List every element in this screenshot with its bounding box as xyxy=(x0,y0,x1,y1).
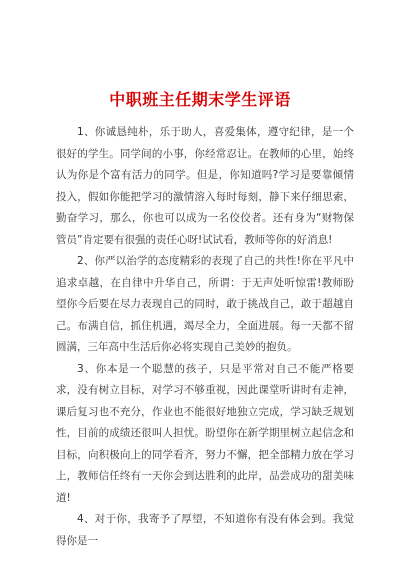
comment-paragraph-1: 1、你诚恳纯朴，乐于助人，喜爱集体，遵守纪律，是一个很好的学生。同学间的小事，你经常忍让。在教师的心里，始终认为你是个富有活力的同学。但是，你知道吗?学习是要靠倾情投入，假如你能把学习的激情溶入每时每刻，静下来仔细思索，勤奋学习，那么，你也可以成为一名佼佼者。还有身为“财物保管员”肯定要有很强的责任心呀!试试看，教师等你的好消息! xyxy=(56,126,354,246)
comment-paragraph-3: 3、你本是一个聪慧的孩子，只是平常对自己不能严格要求，没有树立目标，对学习不够重视，因此课堂听讲时有走神，课后复习也不充分，作业也不能很好地独立完成，学习缺乏规划性，目前的成绩还很叫人担忧。盼望你在新学期里树立起信念和目标，向积极向上的同学看齐，努力不懈，把全部精力放在学习上，教师信任终有一天你会到达胜利的此岸，品尝成功的甜美味道! xyxy=(56,362,354,504)
document-body xyxy=(56,122,354,552)
comment-paragraph-2: 2、你严以治学的态度精彩的表现了自己的共性!你在平凡中追求卓越，在自律中升华自己，所谓：于无声处听惊雷!教师盼望你今后要在尽力表现自己的同时，敢于挑战自己，敢于超越自己。布满自信，抓住机遇，竭尽全力，全面进展。每一天都不留圆满，三年高中生活后你必将实现自己美妙的抱负。 xyxy=(56,255,354,353)
comment-paragraph-4: 4、对于你，我寄予了厚望，不知道你有没有体会到。我觉得你是一 xyxy=(56,513,354,547)
document-title: 中职班主任期末学生评语 xyxy=(109,90,291,109)
